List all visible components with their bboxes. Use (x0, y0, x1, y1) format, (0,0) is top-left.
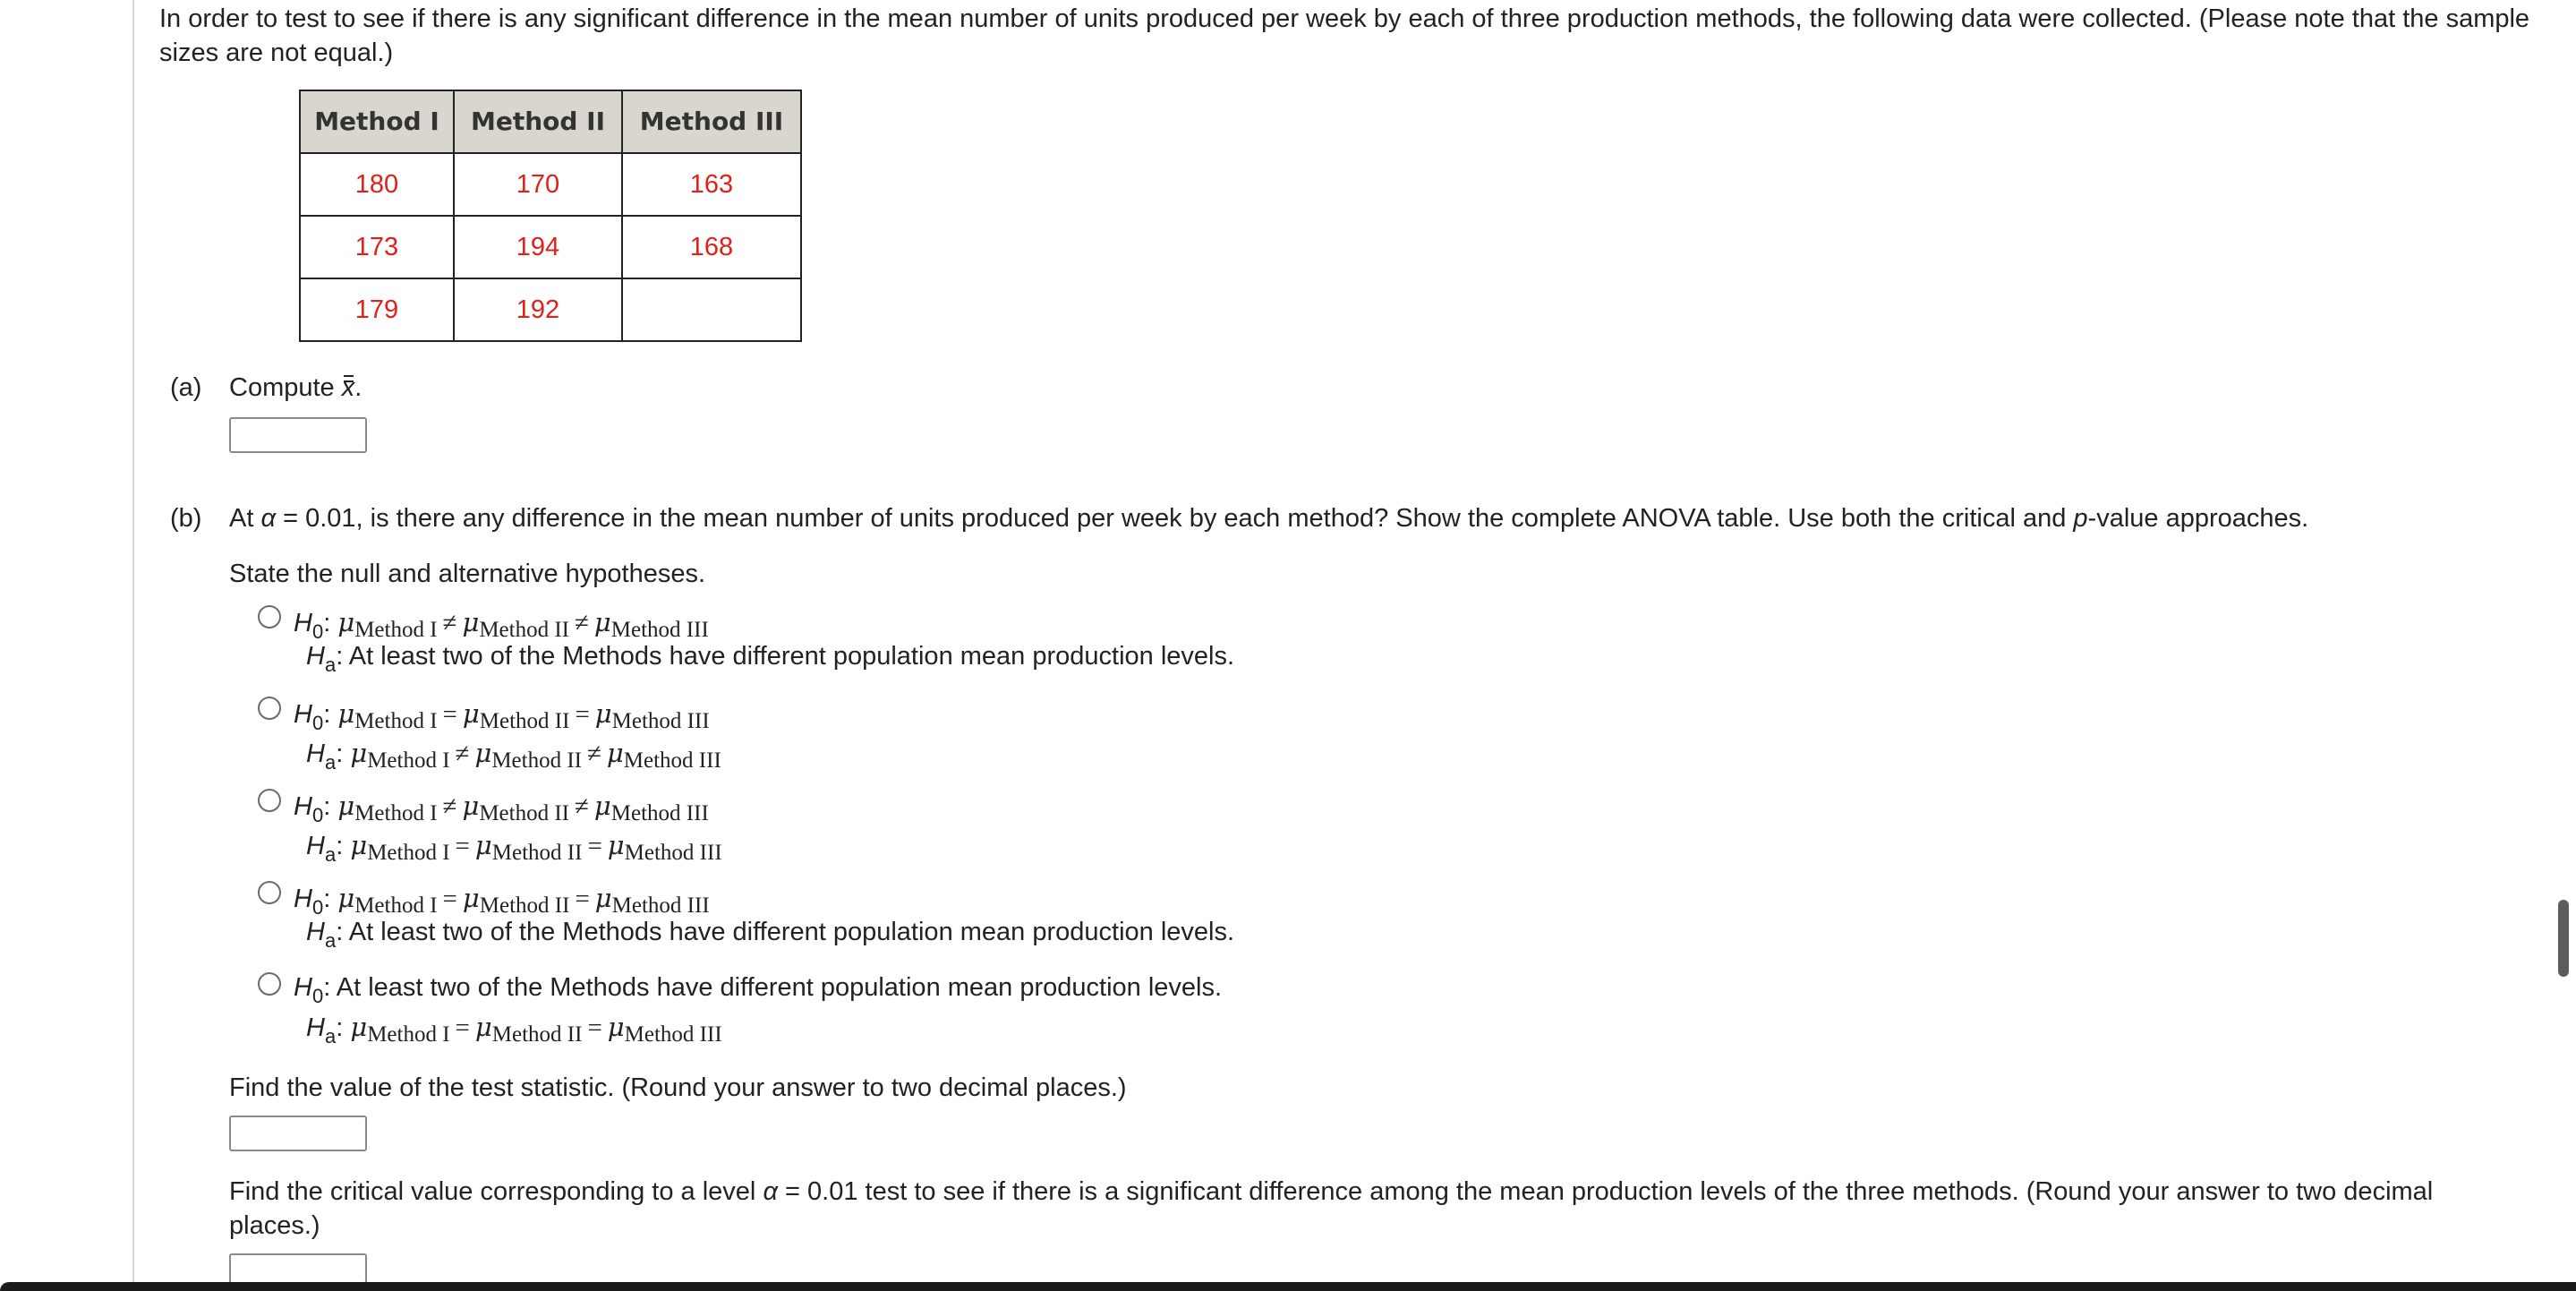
mu-symbol: μ (607, 830, 625, 860)
critical-alpha-symbol: α (763, 1177, 778, 1206)
table-cell: 173 (300, 216, 454, 278)
h0-subscript: 0 (311, 712, 324, 734)
mu-symbol: μ (474, 738, 492, 768)
ha-subscript: a (324, 751, 337, 774)
critical-value-prompt (229, 1175, 2521, 1243)
colon: : (336, 642, 344, 671)
part-b-prompt (229, 501, 2308, 535)
colon: : (336, 740, 344, 768)
method-1-subscript: Method I (367, 748, 450, 773)
option-4-alternative (306, 915, 1234, 958)
neq-sign: ≠ (455, 740, 470, 768)
header-method-1: Method I (300, 90, 454, 153)
option-3-alternative (306, 828, 722, 872)
colon: : (323, 885, 331, 913)
ha-symbol: H (306, 642, 325, 671)
table-cell: 163 (622, 153, 801, 216)
mu-symbol: μ (350, 1012, 368, 1042)
hypothesis-option-4-radio[interactable] (258, 881, 281, 904)
h0-subscript: 0 (311, 620, 324, 643)
method-3-subscript: Method III (623, 748, 721, 773)
colon: : (336, 832, 344, 860)
colon: : (336, 918, 344, 946)
hypothesis-option-2-radio[interactable] (258, 697, 281, 720)
method-2-subscript: Method II (479, 709, 570, 733)
mu-symbol: μ (337, 698, 355, 729)
mu-symbol: μ (337, 791, 355, 821)
h0-subscript: 0 (311, 804, 324, 826)
critical-prompt-end: = 0.01 test to see if there is a significant difference among the mean production levels of the three methods. (Round your answer to two decimal places.) (229, 1177, 2434, 1240)
method-1-subscript: Method I (354, 618, 438, 642)
method-2-subscript: Method II (491, 841, 583, 865)
ha-subscript: a (324, 843, 337, 866)
mu-symbol: μ (462, 698, 480, 729)
data-table (299, 90, 802, 342)
mu-symbol: μ (474, 1012, 492, 1042)
hypothesis-option-1-radio[interactable] (258, 605, 281, 628)
alpha-symbol: α (260, 504, 277, 533)
eq-sign: = (587, 832, 602, 860)
method-3-subscript: Method III (611, 709, 710, 733)
hypothesis-option-3-radio[interactable] (258, 789, 281, 812)
colon: : (323, 700, 331, 729)
table-cell: 192 (454, 278, 622, 341)
mu-symbol: μ (462, 791, 480, 821)
colon: : (323, 792, 331, 821)
mu-symbol: μ (350, 830, 368, 860)
h0-subscript: 0 (311, 985, 324, 1007)
neq-sign: ≠ (442, 609, 457, 637)
part-b-prompt-start: At (229, 504, 254, 533)
part-a-prompt (229, 371, 362, 405)
part-a-label: (a) (170, 373, 202, 402)
neq-sign: ≠ (442, 792, 457, 821)
method-3-subscript: Method III (624, 841, 722, 865)
h0-symbol: H (294, 973, 312, 1002)
eq-sign: = (575, 885, 590, 913)
hypothesis-option-5-radio[interactable] (258, 972, 281, 996)
mu-symbol: μ (337, 607, 355, 637)
part-a-period: . (354, 373, 363, 402)
intro-text: In order to test to see if there is any significant difference in the mean number of units produced per week by each of three production methods, the following data were collected. (Please note that the sample sizes are not equal.) (159, 4, 2530, 67)
h0-symbol: H (294, 609, 312, 637)
ha-symbol: H (306, 832, 325, 860)
mu-symbol: μ (593, 607, 611, 637)
method-2-subscript: Method II (491, 748, 582, 773)
method-1-subscript: Method I (354, 709, 438, 733)
eq-sign: = (442, 885, 457, 913)
table-row (300, 216, 801, 278)
critical-prompt-start: Find the critical value corresponding to a level (229, 1177, 756, 1206)
option-3-null (294, 789, 709, 833)
critical-value-input[interactable] (229, 1253, 367, 1284)
mu-symbol: μ (607, 1012, 625, 1042)
table-header-row (300, 90, 801, 153)
mu-symbol: μ (337, 883, 355, 913)
mu-symbol: μ (593, 791, 611, 821)
mu-symbol: μ (350, 738, 368, 768)
table-cell: 170 (454, 153, 622, 216)
grand-mean-input[interactable] (229, 417, 367, 453)
eq-sign: = (587, 1013, 602, 1042)
method-3-subscript: Method III (611, 893, 710, 918)
method-1-subscript: Method I (354, 893, 438, 918)
mu-symbol: μ (594, 698, 612, 729)
table-cell: 180 (300, 153, 454, 216)
colon: : (336, 1013, 344, 1042)
ha-symbol: H (306, 918, 325, 946)
table-row (300, 153, 801, 216)
ha-symbol: H (306, 740, 325, 768)
header-method-2: Method II (454, 90, 622, 153)
method-3-subscript: Method III (624, 1022, 722, 1047)
table-cell: 194 (454, 216, 622, 278)
eq-sign: = (455, 1013, 470, 1042)
alternative-phrase: At least two of the Methods have different population mean production levels. (348, 918, 1235, 946)
part-a-prompt-text: Compute (229, 373, 335, 402)
colon: : (323, 609, 331, 637)
table-cell: 179 (300, 278, 454, 341)
option-1-alternative (306, 639, 1234, 682)
part-b-prompt-end: -value approaches. (2087, 504, 2309, 533)
x-double-bar-symbol: x (342, 371, 355, 405)
option-2-null (294, 697, 710, 740)
ha-subscript: a (324, 929, 337, 952)
ha-subscript: a (324, 1025, 337, 1047)
null-phrase: At least two of the Methods have different population mean production levels. (336, 973, 1223, 1002)
option-5-null (294, 970, 1222, 1013)
method-2-subscript: Method II (479, 801, 569, 825)
method-1-subscript: Method I (367, 1022, 450, 1047)
mu-symbol: μ (474, 830, 492, 860)
method-3-subscript: Method III (610, 801, 709, 825)
part-b-prompt-middle: = 0.01, is there any difference in the mean number of units produced per week by each method? Show the complete ANOVA table. Use both the critical and (283, 504, 2067, 533)
part-b-label: (b) (170, 504, 202, 533)
option-2-alternative (306, 736, 721, 780)
window-bottom-edge (0, 1282, 2576, 1291)
method-1-subscript: Method I (354, 801, 438, 825)
h0-symbol: H (294, 885, 312, 913)
mu-symbol: μ (462, 883, 480, 913)
method-1-subscript: Method I (367, 841, 450, 865)
vertical-scrollbar-thumb[interactable] (2558, 900, 2569, 977)
mu-symbol: μ (594, 883, 612, 913)
option-5-alternative (306, 1010, 722, 1054)
h0-symbol: H (294, 792, 312, 821)
mu-symbol: μ (606, 738, 624, 768)
p-symbol: p (2073, 504, 2088, 533)
method-2-subscript: Method II (479, 618, 569, 642)
eq-sign: = (575, 700, 590, 729)
method-2-subscript: Method II (479, 893, 570, 918)
neq-sign: ≠ (575, 792, 589, 821)
ha-symbol: H (306, 1013, 325, 1042)
test-statistic-prompt: Find the value of the test statistic. (Round your answer to two decimal places.) (229, 1073, 1127, 1102)
ha-subscript: a (324, 654, 337, 676)
neq-sign: ≠ (587, 740, 601, 768)
test-statistic-input[interactable] (229, 1116, 367, 1151)
neq-sign: ≠ (575, 609, 589, 637)
hypotheses-prompt: State the null and alternative hypotheses. (229, 560, 706, 588)
colon: : (323, 973, 331, 1002)
table-cell: 168 (622, 216, 801, 278)
alternative-phrase: At least two of the Methods have different population mean production levels. (348, 642, 1235, 671)
table-cell (622, 278, 801, 341)
table-row (300, 278, 801, 341)
mu-symbol: μ (462, 607, 480, 637)
header-method-3: Method III (622, 90, 801, 153)
eq-sign: = (442, 700, 457, 729)
eq-sign: = (455, 832, 470, 860)
h0-symbol: H (294, 700, 312, 729)
h0-subscript: 0 (311, 896, 324, 919)
method-3-subscript: Method III (610, 618, 709, 642)
method-2-subscript: Method II (491, 1022, 583, 1047)
